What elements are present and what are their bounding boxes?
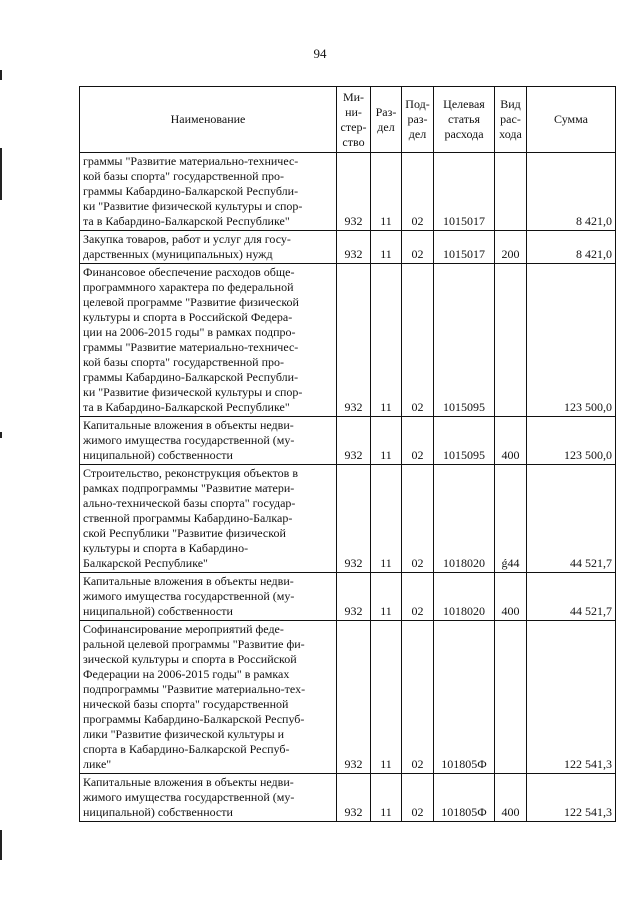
row-target-article: 1015017: [434, 231, 495, 264]
row-ministry: 932: [337, 264, 371, 417]
table-header: [80, 87, 616, 153]
row-section: 11: [371, 621, 402, 774]
table-row: [80, 573, 616, 621]
row-expense-type: ǵ44: [495, 465, 527, 573]
row-section: 11: [371, 231, 402, 264]
row-expense-type: 200: [495, 231, 527, 264]
row-expense-type: 400: [495, 573, 527, 621]
table-row: [80, 417, 616, 465]
header-expense-type: Вид рас- хода: [495, 87, 527, 153]
row-name: граммы "Развитие материально-техничес- кой базы спорта" государственной про- граммы Кабардино-Балкарской Республи- ки "Развитие физической культуры и спор- та в Кабардино-Балкарской Республике": [80, 153, 337, 231]
row-section: 11: [371, 153, 402, 231]
scan-mark: [0, 830, 2, 860]
table-row: [80, 465, 616, 573]
row-subsection: 02: [402, 573, 434, 621]
budget-table: [79, 86, 616, 822]
row-expense-type: 400: [495, 417, 527, 465]
table-row: [80, 264, 616, 417]
row-name: Финансовое обеспечение расходов обще- программного характера по федеральной целевой программе "Развитие физической культуры и спорта в Российской Федера- ции на 2006-2015 годы" в рамках подпро- граммы "Развитие материально-техничес- кой базы спорта" государственной про- граммы Кабардино-Балкарской Республи- ки "Развитие физической культуры и спор- та в Кабардино-Балкарской Республике": [80, 264, 337, 417]
scan-mark: [0, 148, 2, 200]
header-amount: Сумма: [527, 87, 616, 153]
header-ministry: Ми- ни- стер- ство: [337, 87, 371, 153]
row-target-article: 1018020: [434, 465, 495, 573]
row-subsection: 02: [402, 621, 434, 774]
row-amount: 123 500,0: [527, 264, 616, 417]
page-number: 94: [313, 46, 327, 61]
row-section: 11: [371, 465, 402, 573]
row-expense-type: 400: [495, 774, 527, 822]
table-row: [80, 231, 616, 264]
row-subsection: 02: [402, 264, 434, 417]
row-ministry: 932: [337, 417, 371, 465]
row-subsection: 02: [402, 153, 434, 231]
row-target-article: 1015095: [434, 417, 495, 465]
row-target-article: 101805Ф: [434, 621, 495, 774]
row-ministry: 932: [337, 231, 371, 264]
row-ministry: 932: [337, 573, 371, 621]
header-target-article: Целевая статья расхода: [434, 87, 495, 153]
row-section: 11: [371, 774, 402, 822]
row-section: 11: [371, 264, 402, 417]
row-ministry: 932: [337, 465, 371, 573]
table-row: [80, 153, 616, 231]
row-amount: 44 521,7: [527, 573, 616, 621]
table-row: [80, 774, 616, 822]
row-name: Закупка товаров, работ и услуг для госу- дарственных (муниципальных) нужд: [80, 231, 337, 264]
row-subsection: 02: [402, 465, 434, 573]
row-amount: 122 541,3: [527, 774, 616, 822]
table-row: [80, 621, 616, 774]
row-name: Строительство, реконструкция объектов в рамках подпрограммы "Развитие матери- ально-технической базы спорта" государ- ственной программы Кабардино-Балкар- ской Республики "Развитие физической культуры и спорта в Кабардино- Балкарской Республике": [80, 465, 337, 573]
row-expense-type: [495, 153, 527, 231]
header-name: Наименование: [80, 87, 337, 153]
header-section: Раз- дел: [371, 87, 402, 153]
row-expense-type: [495, 264, 527, 417]
row-target-article: 1018020: [434, 573, 495, 621]
row-subsection: 02: [402, 417, 434, 465]
scan-mark: [0, 70, 2, 80]
row-ministry: 932: [337, 621, 371, 774]
row-amount: 8 421,0: [527, 153, 616, 231]
header-subsection: Под- раз- дел: [402, 87, 434, 153]
scan-mark: [0, 432, 2, 438]
row-amount: 44 521,7: [527, 465, 616, 573]
row-subsection: 02: [402, 774, 434, 822]
row-amount: 122 541,3: [527, 621, 616, 774]
row-ministry: 932: [337, 774, 371, 822]
row-name: Капитальные вложения в объекты недви- жимого имущества государственной (му- ниципальной) собственности: [80, 417, 337, 465]
row-subsection: 02: [402, 231, 434, 264]
row-target-article: 1015095: [434, 264, 495, 417]
row-amount: 123 500,0: [527, 417, 616, 465]
row-amount: 8 421,0: [527, 231, 616, 264]
row-name: Софинансирование мероприятий феде- ральной целевой программы "Развитие фи- зической культуры и спорта в Российской Федерации на 2006-2015 годы" в рамках подпрограммы "Развитие материально-тех- нической базы спорта" государственной программы Кабардино-Балкарской Респуб- лики "Развитие физической культуры и спорта в Кабардино-Балкарской Респуб- лике": [80, 621, 337, 774]
row-section: 11: [371, 417, 402, 465]
row-target-article: 1015017: [434, 153, 495, 231]
row-section: 11: [371, 573, 402, 621]
row-ministry: 932: [337, 153, 371, 231]
row-target-article: 101805Ф: [434, 774, 495, 822]
row-expense-type: [495, 621, 527, 774]
row-name: Капитальные вложения в объекты недви- жимого имущества государственной (му- ниципальной) собственности: [80, 573, 337, 621]
row-name: Капитальные вложения в объекты недви- жимого имущества государственной (му- ниципальной) собственности: [80, 774, 337, 822]
